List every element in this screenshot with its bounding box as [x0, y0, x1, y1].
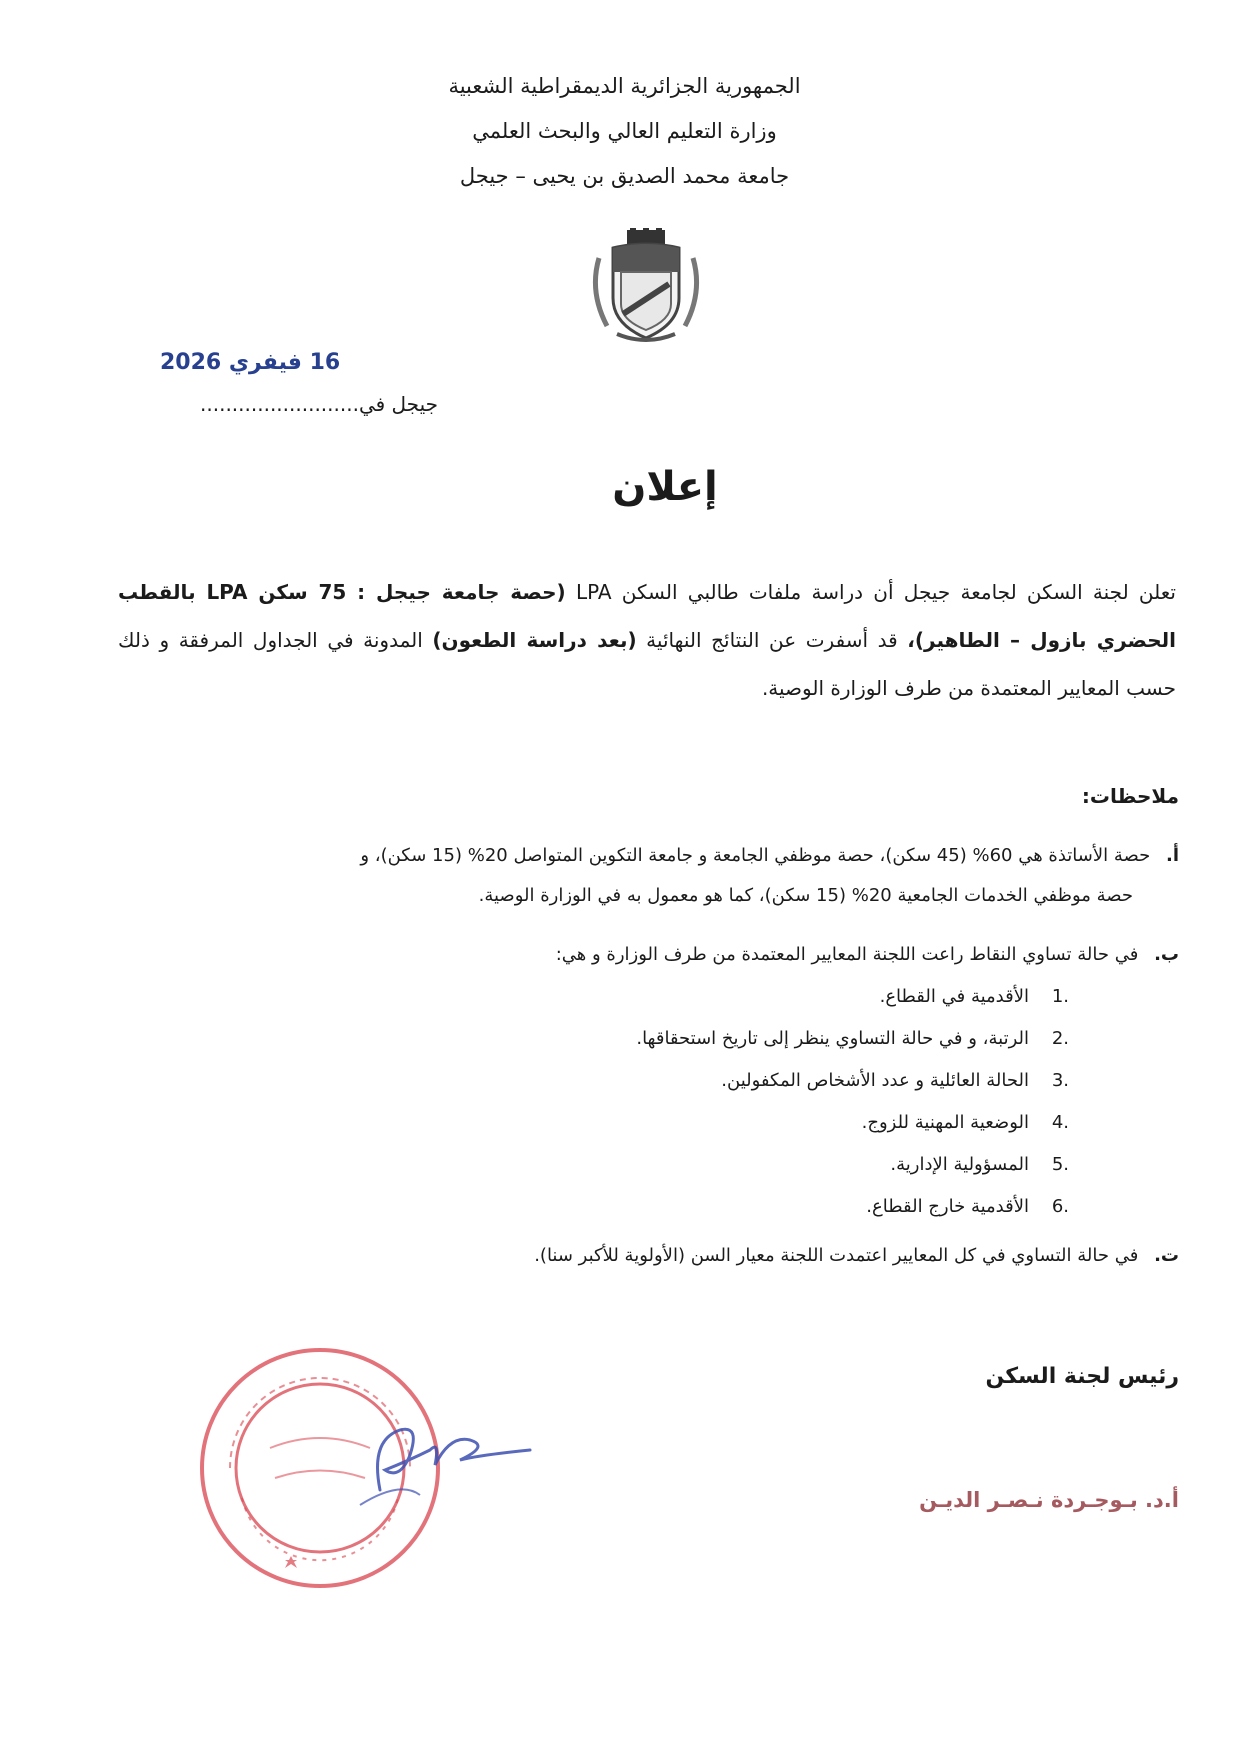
note-text: حصة الأساتذة هي 60% (45 سكن)، حصة موظفي الجامعة و جامعة التكوين المتواصل 20% (15 سكن)، و [360, 845, 1151, 866]
note-marker: ت. [1154, 1245, 1179, 1266]
note-text: في حالة التساوي في كل المعايير اعتمدت اللجنة معيار السن (الأولوية للأكبر سنا). [534, 1245, 1139, 1266]
letterhead-ministry: وزارة التعليم العالي والبحث العلمي [472, 119, 777, 143]
date-line: جيجل في......................... [200, 392, 438, 416]
page-title: إعلان [612, 464, 718, 510]
body-bold-quota: (حصة جامعة جيجل : 75 سكن LPA بالقطب الحضري بازول – الطاهير)، [118, 580, 1176, 652]
body-text-part: قد أسفرت عن النتائج النهائية [636, 628, 908, 652]
note-marker: أ. [1165, 845, 1179, 866]
university-emblem-icon [587, 228, 705, 346]
signature-name: أ.د. بـوجـردة نـصـر الديـن [919, 1488, 1179, 1512]
list-item: .4الوضعية المهنية للزوج. [861, 1112, 1069, 1133]
handwritten-signature [340, 1410, 540, 1520]
list-item: .5المسؤولية الإدارية. [890, 1154, 1069, 1175]
body-bold-appeals: (بعد دراسة الطعون) [432, 628, 637, 652]
list-item: .6الأقدمية خارج القطاع. [866, 1196, 1069, 1217]
note-text: حصة موظفي الخدمات الجامعية 20% (15 سكن)، كما هو معمول به في الوزارة الوصية. [478, 885, 1133, 906]
list-item: .2الرتبة، و في حالة التساوي ينظر إلى تاريخ استحقاقها. [636, 1028, 1069, 1049]
date-stamp: 16 فيفري 2026 [160, 350, 341, 375]
note-a [114, 836, 1179, 916]
note-b [114, 935, 1179, 975]
list-item: .3الحالة العائلية و عدد الأشخاص المكفولين. [721, 1070, 1069, 1091]
note-c [114, 1236, 1179, 1276]
letterhead-university: جامعة محمد الصديق بن يحيى – جيجل [459, 164, 790, 188]
note-marker: ب. [1154, 944, 1179, 965]
letterhead [0, 64, 1249, 199]
criteria-list [636, 976, 1069, 1228]
note-text: في حالة تساوي النقاط راعت اللجنة المعايير المعتمدة من طرف الوزارة و هي: [555, 944, 1139, 965]
signature-block [779, 1364, 1179, 1512]
letterhead-republic: الجمهورية الجزائرية الديمقراطية الشعبية [448, 74, 801, 98]
notes-heading: ملاحظات: [1081, 784, 1179, 808]
body-text-part: تعلن لجنة السكن لجامعة جيجل أن دراسة ملفات طالبي السكن LPA [565, 580, 1176, 604]
list-item: .1الأقدمية في القطاع. [879, 986, 1069, 1007]
body-text-part: المدونة في الجداول المرفقة و ذلك حسب المعايير المعتمدة من طرف الوزارة الوصية. [118, 628, 1176, 700]
announcement-body [118, 568, 1176, 712]
signature-title: رئيس لجنة السكن [985, 1364, 1179, 1389]
